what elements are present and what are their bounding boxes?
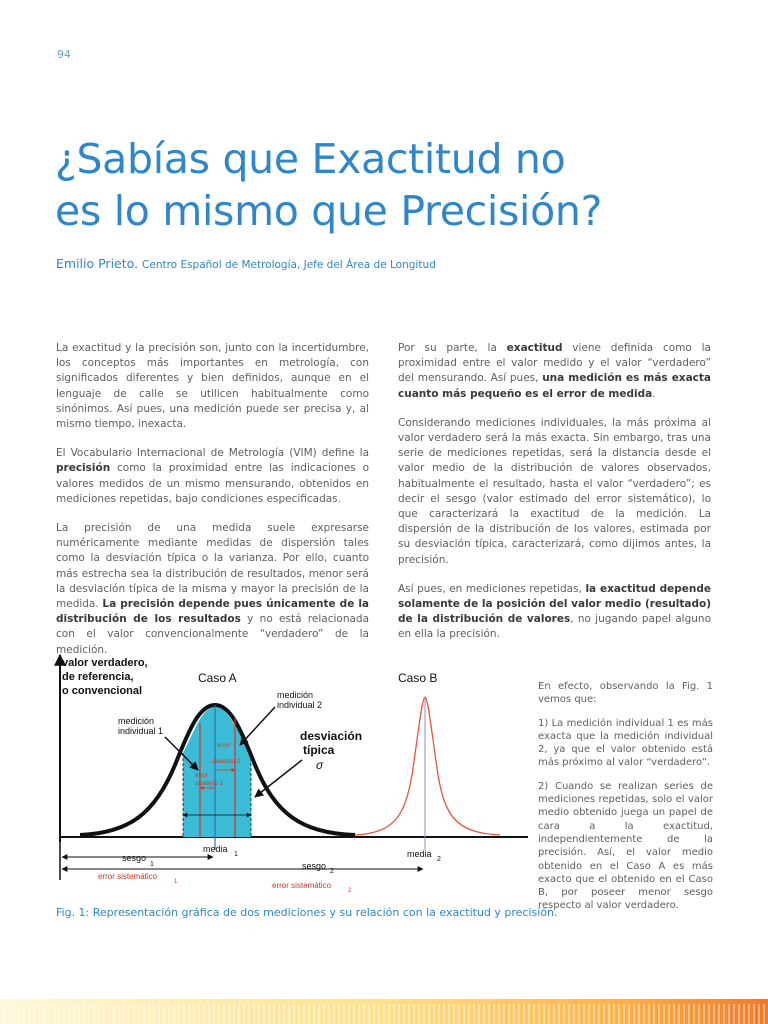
- label-sesgo-1: sesgo: [122, 853, 147, 863]
- bold-run: La precisión depende pues únicamente de la distribución de los resultados: [56, 598, 370, 626]
- label-media-2-sub: 2: [437, 856, 441, 863]
- label-sigma: σ: [316, 758, 324, 772]
- text-run: como la proximidad entre las indicaciones o valores medidos de un mismo mensurando, obtenidos en mediciones repetidas, bajo condiciones especificadas.: [56, 462, 369, 505]
- figure-1: [50, 645, 530, 904]
- label-sesgo-2-sub: 2: [330, 868, 334, 875]
- label-caso-b: Caso B: [398, 671, 438, 685]
- bold-run: la exactitud depende solamente de la posición del valor medio (resultado) de la distribución de valores: [398, 582, 712, 626]
- figure-caption: Fig. 1: Representación gráfica de dos mediciones y su relación con la exactitud y precisión.: [56, 906, 558, 919]
- label-error-sistematico-1: error sistemático: [98, 872, 158, 881]
- text-run: , no jugando papel alguno en ella la precisión.: [398, 613, 711, 641]
- title-line-1: ¿Sabías que Exactitud no: [55, 135, 566, 183]
- figure-diagram: [50, 645, 530, 900]
- author-name: Emilio Prieto.: [56, 256, 139, 271]
- label-sesgo-1-sub: 1: [150, 861, 154, 868]
- paragraph: La exactitud y la precisión son, junto con la incertidumbre, los conceptos más importantes en metrología, con significados diferentes y bien definidos, aunque en el lenguaje de calle se utilicen habitualmente como sinónimos. Así pues, una medición puede ser precisa y, al mismo tiempo, inexacta.: [56, 342, 369, 431]
- label-medicion-2b: individual 2: [277, 700, 323, 710]
- label-tipica: típica: [303, 743, 335, 757]
- paragraph: [398, 341, 711, 402]
- text-run: Así pues, en mediciones repetidas,: [398, 582, 586, 595]
- paragraph: [56, 446, 369, 507]
- curve-caso-b: [355, 697, 500, 835]
- paragraph: [398, 582, 711, 643]
- right-column: [398, 341, 711, 657]
- label-error-aleatorio-1b: aleatorio 1: [195, 781, 224, 787]
- text-run: El Vocabulario Internacional de Metrología (VIM) define la: [56, 447, 369, 460]
- paragraph: 1) La medición individual 1 es más exacta que la medición individual 2, ya que el valor obtenido está más próximo al valor “verdadero”.: [538, 717, 713, 769]
- label-media-1-sub: 1: [234, 851, 238, 858]
- label-caso-a: Caso A: [198, 671, 237, 685]
- label-error-sistematico-2: error sistemático: [272, 881, 332, 890]
- title-line-2: es lo mismo que Precisión?: [55, 187, 603, 235]
- label-media-1: media: [203, 844, 228, 854]
- text-run: y no está relacionada con el valor convencionalmente “verdadero” de la medición.: [56, 613, 370, 656]
- left-column: [56, 341, 369, 672]
- label-medicion-1b: individual 1: [118, 726, 164, 736]
- paragraph: En efecto, observando la Fig. 1 vemos que:: [538, 681, 713, 706]
- decorative-footer-strip: [0, 996, 768, 1024]
- author-line: [56, 256, 436, 271]
- sidebar-text: [538, 680, 713, 923]
- label-sesgo-2: sesgo: [302, 861, 327, 871]
- bold-run: una medición es más exacta cuanto más pequeño es el error de medida: [398, 372, 711, 400]
- bold-run: precisión: [56, 462, 111, 475]
- label-error-aleatorio-2a: error: [217, 743, 230, 749]
- label-media-2: media: [407, 849, 432, 859]
- label-error-sistematico-1-sub: 1: [174, 879, 178, 885]
- label-true-value-1: valor verdadero,: [62, 657, 148, 669]
- label-true-value-3: o convencional: [62, 685, 143, 697]
- paragraph: Considerando mediciones individuales, la más próxima al valor verdadero será la más exacta. Sin embargo, tras una serie de mediciones repetidas, será la distancia desde el valor medio de la distribución de valores observados, habitualmente el resultado, hasta el valor “verdadero”; es decir el sesgo (valor estimado del error sistemático), lo que caracterizará la exactitud de la medición. La dispersión de la distribución de los valores, estimada por su desviación típica, caracterizará, como dijimos antes, la precisión.: [398, 416, 711, 566]
- author-affiliation: Centro Español de Metrología, Jefe del Área de Longitud: [142, 259, 436, 271]
- label-medicion-2: medición: [277, 690, 314, 700]
- label-medicion-1: medición: [118, 716, 155, 726]
- page-number: 94: [57, 48, 71, 61]
- paragraph: [56, 521, 369, 658]
- label-true-value-2: de referencia,: [62, 671, 134, 683]
- bold-run: exactitud: [506, 342, 563, 354]
- text-run: Por su parte, la: [398, 342, 507, 354]
- label-error-aleatorio-2b: aleatorio 2: [212, 759, 241, 765]
- label-error-sistematico-2-sub: 2: [348, 888, 352, 894]
- label-error-aleatorio-1a: error: [195, 773, 208, 779]
- text-run: La precisión de una medida suele expresarse numéricamente mediante medidas de dispersión tales como la desviación típica o la varianza. Por ello, cuanto más estrecha sea la distribución de resultados, menor será la desviación típica de la misma y mayor la precisión de la medida.: [56, 522, 369, 611]
- paragraph: 2) Cuando se realizan series de mediciones repetidas, solo el valor medio obtenido juega un papel de cara a la exactitud, independientemente de la precisión. Así, el valor medio obtenido en el Caso A es más exacto que el obtenido en el Caso B, por poseer menor sesgo respecto al valor verdadero.: [538, 780, 713, 912]
- label-desviacion: desviación: [300, 729, 363, 743]
- text-run: viene definida como la proximidad entre el valor medido y el valor “verdadero” del mensurando. Así pues,: [398, 342, 711, 385]
- article-title: [55, 133, 715, 237]
- text-run: .: [652, 387, 656, 400]
